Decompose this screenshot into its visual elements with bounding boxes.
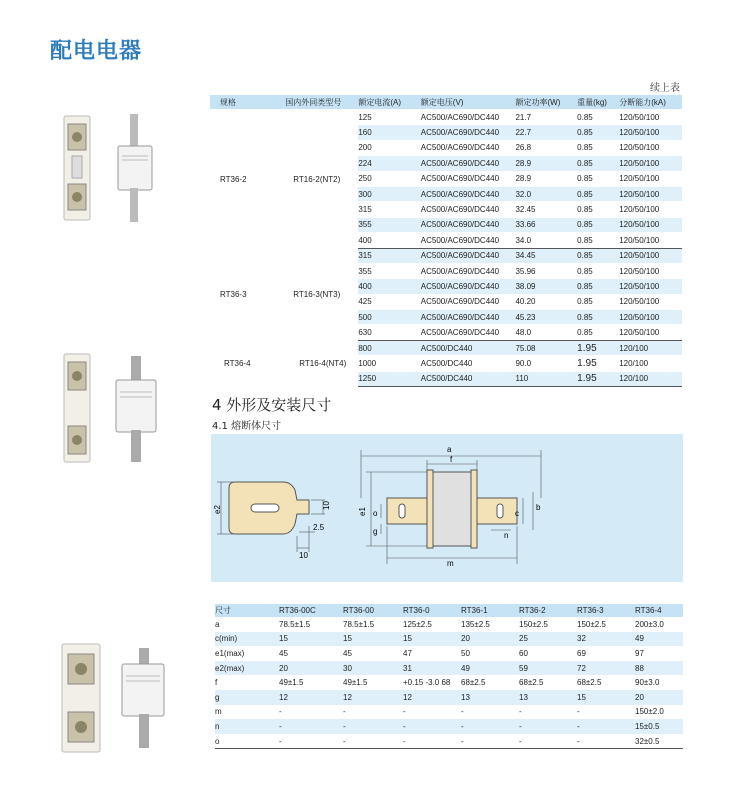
table-cell: AC500/AC690/DC440 bbox=[421, 202, 516, 217]
table-cell: 0.85 bbox=[577, 248, 619, 263]
table-row bbox=[215, 632, 683, 647]
label-10-bottom: 10 bbox=[299, 551, 308, 560]
table-cell: 25 bbox=[519, 632, 577, 647]
table-cell: 125±2.5 bbox=[403, 619, 432, 629]
dimension-diagram bbox=[211, 434, 683, 582]
table-cell: 59 bbox=[519, 661, 577, 676]
table-cell: 150±2.5 bbox=[577, 619, 606, 629]
table-cell: 0.85 bbox=[577, 233, 619, 248]
table-cell: 150±2.0 bbox=[635, 707, 664, 717]
row-label: e1(max) bbox=[215, 648, 245, 658]
table-cell: - bbox=[577, 734, 635, 749]
table-cell: 49±1.5 bbox=[279, 678, 304, 688]
table-cell: 13 bbox=[519, 690, 577, 705]
table-cell: 45.23 bbox=[515, 310, 577, 325]
table-cell: 300 bbox=[358, 186, 420, 201]
label-e2: e2 bbox=[213, 505, 222, 514]
table-cell: 315 bbox=[358, 202, 420, 217]
table-cell: 800 bbox=[358, 340, 420, 355]
table-cell: 120/50/100 bbox=[619, 202, 682, 217]
table-cell: - bbox=[403, 719, 461, 734]
table-cell: 120/50/100 bbox=[619, 248, 682, 263]
column-header: 重量(kg) bbox=[577, 95, 619, 110]
table-cell: 33.66 bbox=[515, 217, 577, 232]
table-cell: 110 bbox=[515, 371, 577, 386]
table-cell: AC500/AC690/DC440 bbox=[421, 140, 516, 155]
table-cell: 630 bbox=[358, 325, 420, 340]
table-cell: 224 bbox=[358, 156, 420, 171]
fuse-spec-table bbox=[210, 95, 682, 387]
table-cell: 0.85 bbox=[577, 110, 619, 125]
table-cell: AC500/AC690/DC440 bbox=[421, 156, 516, 171]
table-cell: AC500/AC690/DC440 bbox=[421, 186, 516, 201]
table-cell: 125 bbox=[358, 110, 420, 125]
table-cell: 120/50/100 bbox=[619, 156, 682, 171]
table-cell: 150±2.5 bbox=[519, 619, 548, 629]
row-label: o bbox=[215, 734, 279, 749]
table-cell: 13 bbox=[461, 690, 519, 705]
table-row bbox=[215, 661, 683, 676]
table-row bbox=[215, 646, 683, 661]
table-cell: 120/100 bbox=[619, 356, 682, 371]
table-cell: 500 bbox=[358, 310, 420, 325]
label-b: b bbox=[536, 503, 541, 512]
row-label: c(min) bbox=[215, 632, 279, 647]
table-cell: 0.85 bbox=[577, 140, 619, 155]
label-2-5: 2.5 bbox=[313, 523, 325, 532]
table-cell: 355 bbox=[358, 217, 420, 232]
section-4-heading: 4 外形及安装尺寸 bbox=[212, 396, 332, 414]
table-cell: 15 bbox=[403, 632, 461, 647]
row-label: f bbox=[215, 678, 218, 688]
table-cell: 120/50/100 bbox=[619, 279, 682, 294]
table-cell: - bbox=[403, 707, 406, 717]
column-header: 国内外同类型号 bbox=[285, 95, 358, 110]
fuse-photo-1 bbox=[58, 110, 158, 228]
table-cell: 31 bbox=[403, 661, 461, 676]
table-cell: 120/100 bbox=[619, 371, 682, 386]
column-header: RT36-1 bbox=[461, 604, 519, 617]
blade-outline bbox=[217, 482, 325, 552]
table-cell: 20 bbox=[635, 690, 683, 705]
table-cell: AC500/AC690/DC440 bbox=[421, 110, 516, 125]
table-cell: 32.45 bbox=[515, 202, 577, 217]
table-cell: 120/50/100 bbox=[619, 217, 682, 232]
table-cell: 250 bbox=[358, 171, 420, 186]
label-n: n bbox=[504, 531, 509, 540]
table-cell: 200±3.0 bbox=[635, 619, 664, 629]
table-cell: 34.0 bbox=[515, 233, 577, 248]
table-cell: - bbox=[343, 734, 403, 749]
table-cell: 32.0 bbox=[515, 186, 577, 201]
table-cell: 1000 bbox=[358, 356, 420, 371]
table-cell: 355 bbox=[358, 263, 420, 278]
row-label: n bbox=[215, 719, 279, 734]
table-header-row bbox=[215, 604, 683, 617]
column-header: 尺寸 bbox=[215, 604, 279, 617]
table-cell: AC500/AC690/DC440 bbox=[421, 248, 516, 263]
table-cell: 68±2.5 bbox=[461, 678, 486, 688]
table-cell: 0.85 bbox=[577, 156, 619, 171]
table-row bbox=[210, 248, 682, 263]
column-header: 额定电压(V) bbox=[421, 95, 516, 110]
column-header: 分断能力(kA) bbox=[619, 95, 682, 110]
table-cell: 50 bbox=[461, 648, 470, 658]
label-f: f bbox=[450, 455, 453, 464]
table-cell: 30 bbox=[343, 661, 403, 676]
table-cell: - bbox=[461, 707, 464, 717]
row-label: e2(max) bbox=[215, 661, 279, 676]
table-cell: - bbox=[519, 734, 577, 749]
table-cell: - bbox=[279, 707, 282, 717]
table-cell: 120/50/100 bbox=[619, 325, 682, 340]
label-m: m bbox=[447, 559, 454, 568]
fuse-photo-2 bbox=[58, 350, 158, 468]
table-cell: 0.85 bbox=[577, 217, 619, 232]
table-cell: 120/50/100 bbox=[619, 125, 682, 140]
table-cell: 120/50/100 bbox=[619, 110, 682, 125]
model-cell: RT36-3 bbox=[210, 248, 285, 340]
table-cell: 35.96 bbox=[515, 263, 577, 278]
table-cell: 120/50/100 bbox=[619, 171, 682, 186]
table-cell: 12 bbox=[403, 690, 461, 705]
column-header: 规格 bbox=[210, 95, 285, 110]
equivalent-model-cell: RT16-4(NT4) bbox=[285, 340, 358, 386]
table-cell: 49 bbox=[635, 632, 683, 647]
column-header: 额定电流(A) bbox=[358, 95, 420, 110]
table-cell: 1250 bbox=[358, 371, 420, 386]
table-cell: 12 bbox=[279, 690, 343, 705]
row-label: a bbox=[215, 619, 220, 629]
column-header: RT36-0 bbox=[403, 604, 461, 617]
equivalent-model-cell: RT16-3(NT3) bbox=[285, 248, 358, 340]
table-cell: 32 bbox=[577, 632, 635, 647]
table-cell: 1.95 bbox=[577, 340, 619, 355]
table-cell: 78.5±1.5 bbox=[279, 619, 311, 629]
row-label: m bbox=[215, 707, 222, 717]
table-cell: 38.09 bbox=[515, 279, 577, 294]
table-cell: 120/50/100 bbox=[619, 140, 682, 155]
table-cell: - bbox=[461, 734, 519, 749]
table-cell: - bbox=[279, 734, 343, 749]
table-cell: 120/100 bbox=[619, 340, 682, 355]
table-cell: 28.9 bbox=[515, 171, 577, 186]
table-cell: - bbox=[403, 734, 461, 749]
column-header: RT36-00 bbox=[343, 604, 403, 617]
table-cell: 135±2.5 bbox=[461, 619, 490, 629]
table-cell: 49 bbox=[461, 661, 519, 676]
fuse-side-outline bbox=[361, 450, 541, 564]
table-cell: 75.08 bbox=[515, 340, 577, 355]
table-cell: 22.7 bbox=[515, 125, 577, 140]
table-cell: 15 bbox=[343, 632, 403, 647]
table-cell: 49±1.5 bbox=[343, 678, 368, 688]
table-cell: 120/50/100 bbox=[619, 186, 682, 201]
table-cell: 425 bbox=[358, 294, 420, 309]
table-cell: 400 bbox=[358, 279, 420, 294]
table-row bbox=[215, 719, 683, 734]
column-header: RT36-4 bbox=[635, 604, 683, 617]
table-cell: - bbox=[577, 719, 635, 734]
table-cell: 0.85 bbox=[577, 263, 619, 278]
table-cell: 400 bbox=[358, 233, 420, 248]
table-cell: 20 bbox=[461, 632, 519, 647]
table-cell: 0.85 bbox=[577, 294, 619, 309]
table-cell: 1.95 bbox=[577, 356, 619, 371]
table-cell: 69 bbox=[577, 648, 586, 658]
table-cell: AC500/AC690/DC440 bbox=[421, 171, 516, 186]
column-header: RT36-2 bbox=[519, 604, 577, 617]
table-cell: 90.0 bbox=[515, 356, 577, 371]
table-cell: 72 bbox=[577, 661, 635, 676]
table-cell: 60 bbox=[519, 648, 528, 658]
table-cell: 34.45 bbox=[515, 248, 577, 263]
table-cell: 160 bbox=[358, 125, 420, 140]
label-o: o bbox=[373, 509, 378, 518]
row-label: g bbox=[215, 690, 279, 705]
table-header-row bbox=[210, 95, 682, 110]
table-cell: - bbox=[519, 719, 577, 734]
table-cell: AC500/AC690/DC440 bbox=[421, 325, 516, 340]
table-cell: 78.5±1.5 bbox=[343, 619, 375, 629]
table-cell: 88 bbox=[635, 661, 683, 676]
table-cell: 68±2.5 bbox=[577, 678, 602, 688]
label-e1: e1 bbox=[358, 507, 367, 516]
label-10-right: 10 bbox=[322, 501, 331, 510]
table-cell: 120/50/100 bbox=[619, 233, 682, 248]
label-g: g bbox=[373, 527, 378, 536]
table-cell: 15 bbox=[279, 632, 343, 647]
table-cell: AC500/AC690/DC440 bbox=[421, 125, 516, 140]
table-cell: - bbox=[461, 719, 519, 734]
table-cell: 40.20 bbox=[515, 294, 577, 309]
table-cell: - bbox=[279, 719, 343, 734]
table-cell: 97 bbox=[635, 648, 644, 658]
table-cell: 21.7 bbox=[515, 110, 577, 125]
table-cell: 0.85 bbox=[577, 171, 619, 186]
table-cell: 120/50/100 bbox=[619, 310, 682, 325]
table-cell: 68±2.5 bbox=[519, 678, 544, 688]
continued-label: 续上表 bbox=[650, 83, 680, 94]
model-cell: RT36-2 bbox=[210, 110, 285, 249]
table-cell: AC500/AC690/DC440 bbox=[421, 310, 516, 325]
table-cell: - bbox=[519, 707, 522, 717]
table-row bbox=[215, 734, 683, 749]
label-c: c bbox=[515, 509, 519, 518]
equivalent-model-cell: RT16-2(NT2) bbox=[285, 110, 358, 249]
table-cell: AC500/AC690/DC440 bbox=[421, 263, 516, 278]
table-row bbox=[215, 675, 683, 690]
dimension-table bbox=[215, 604, 683, 749]
table-cell: AC500/AC690/DC440 bbox=[421, 217, 516, 232]
table-row bbox=[210, 340, 682, 355]
table-cell: 120/50/100 bbox=[619, 294, 682, 309]
column-header: RT36-3 bbox=[577, 604, 635, 617]
table-cell: 0.85 bbox=[577, 325, 619, 340]
page-title: 配电电器 bbox=[50, 39, 143, 64]
table-cell: 45 bbox=[279, 648, 288, 658]
table-cell: 0.85 bbox=[577, 279, 619, 294]
table-cell: 26.8 bbox=[515, 140, 577, 155]
column-header: 额定功率(W) bbox=[515, 95, 577, 110]
table-cell: 12 bbox=[343, 690, 403, 705]
table-cell: 20 bbox=[279, 661, 343, 676]
table-cell: AC500/DC440 bbox=[421, 340, 516, 355]
table-cell: 32±0.5 bbox=[635, 734, 683, 749]
table-cell: 1.95 bbox=[577, 371, 619, 386]
fuse-photo-3 bbox=[56, 638, 166, 758]
table-cell: +0.15 -3.0 68 bbox=[403, 678, 451, 688]
table-cell: AC500/AC690/DC440 bbox=[421, 233, 516, 248]
label-a: a bbox=[447, 445, 452, 454]
table-cell: 90±3.0 bbox=[635, 678, 660, 688]
table-cell: 0.85 bbox=[577, 186, 619, 201]
table-cell: 0.85 bbox=[577, 310, 619, 325]
table-cell: 15 bbox=[577, 690, 635, 705]
table-cell: - bbox=[577, 707, 580, 717]
table-cell: 15±0.5 bbox=[635, 719, 683, 734]
table-cell: 47 bbox=[403, 648, 412, 658]
table-cell: 45 bbox=[343, 648, 352, 658]
table-cell: 0.85 bbox=[577, 125, 619, 140]
table-cell: 28.9 bbox=[515, 156, 577, 171]
table-cell: 120/50/100 bbox=[619, 263, 682, 278]
table-row bbox=[215, 617, 683, 632]
column-header: RT36-00C bbox=[279, 604, 343, 617]
table-cell: AC500/DC440 bbox=[421, 371, 516, 386]
table-cell: 315 bbox=[358, 248, 420, 263]
table-cell: AC500/AC690/DC440 bbox=[421, 294, 516, 309]
table-cell: AC500/AC690/DC440 bbox=[421, 279, 516, 294]
table-cell: 200 bbox=[358, 140, 420, 155]
model-cell: RT36-4 bbox=[210, 340, 285, 386]
table-row bbox=[215, 690, 683, 705]
table-cell: 48.0 bbox=[515, 325, 577, 340]
section-4-1-heading: 4.1 熔断体尺寸 bbox=[212, 421, 282, 432]
table-row bbox=[215, 705, 683, 720]
table-cell: - bbox=[343, 719, 403, 734]
table-row bbox=[210, 110, 682, 125]
table-cell: 0.85 bbox=[577, 202, 619, 217]
table-cell: - bbox=[343, 707, 346, 717]
table-cell: AC500/DC440 bbox=[421, 356, 516, 371]
